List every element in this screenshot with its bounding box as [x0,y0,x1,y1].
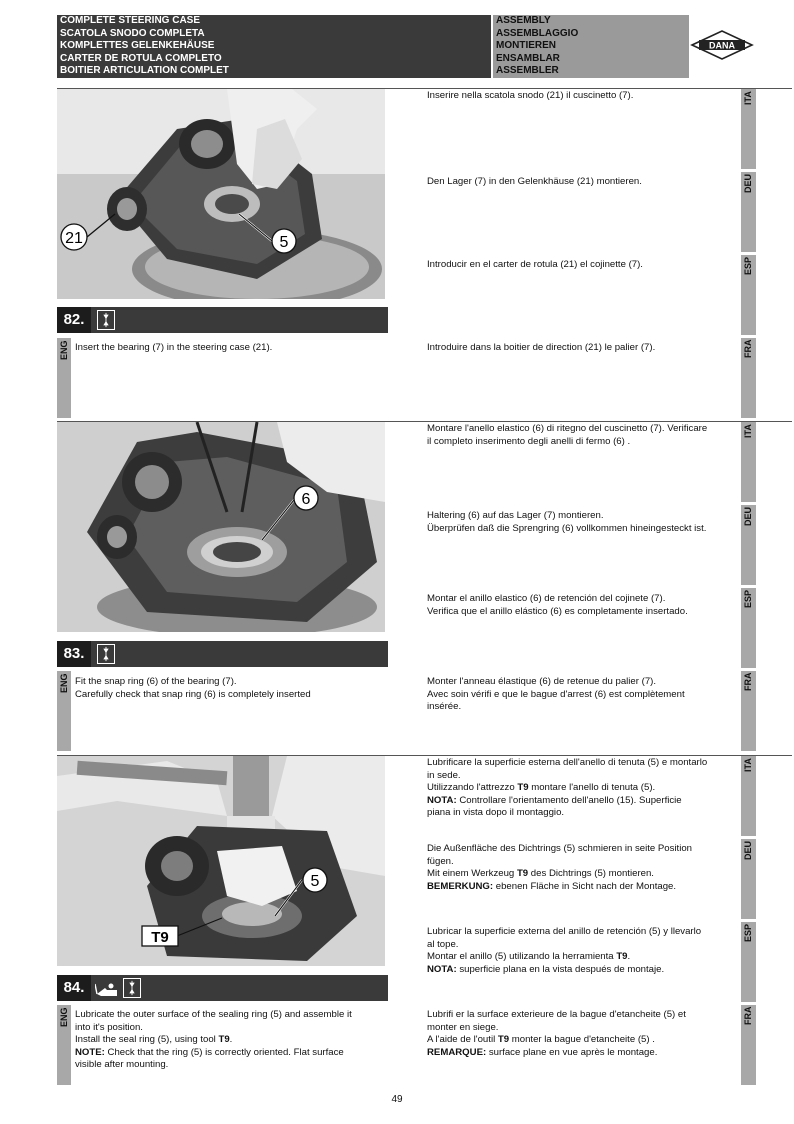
tab-ita: ITA [741,422,756,502]
header-row [57,53,689,66]
tab-deu: DEU [741,172,756,252]
step-number: 84. [57,975,91,1001]
step-82-bar [57,307,388,333]
page-number: 49 [391,1094,403,1105]
step-82-text-fra: Introduire dans la boitier de direction (21) le palier (7). [427,342,656,353]
step-82-photo [57,89,385,299]
step-83-bar [57,641,388,667]
step-number: 82. [57,307,91,333]
step-83-text-eng: Fit the snap ring (6) of the bearing (7). Carefully check that snap ring (6) is completely inserted [75,676,311,700]
tab-deu: DEU [741,839,756,919]
step-83-photo [57,422,385,632]
lubricant-can-icon [95,980,121,998]
step-84-text-eng: Lubricate the outer surface of the sealing ring (5) and assemble it into it's position. Install the seal ring (5), using tool T9. NOTE: Check that the ring (5) is correctly oriented. Flat surface visible after mounting. [75,1009,352,1071]
step-84-photo [57,756,385,966]
callout-t9: T9 [151,929,169,946]
step-84-text-fra: Lubrifi er la surface exterieure de la bague d'etancheite (5) et monter en siege. A l'aide de l'outil T9 monter la bague d'etancheite (5) . REMARQUE: surface plane en vue après le montage. [427,1009,686,1058]
logo-text: DANA [709,40,735,51]
header-operation: ASSEMBLY [493,15,689,28]
step-84-bar [57,975,388,1001]
header-title: CARTER DE ROTULA COMPLETO [57,53,493,66]
step-84-text-ita: Lubrificare la superficie esterna dell'anello di tenuta (5) e montarlo in sede. Utilizzando l'attrezzo T9 montare l'anello di tenuta (5). NOTA: Controllare l'orientamento dell'anello (15). Superficie piana in vista dopo il montaggio. [427,757,708,819]
header-row [57,40,689,53]
tab-eng: ENG [57,1005,71,1085]
dana-logo [690,28,754,62]
step-82-text-eng: Insert the bearing (7) in the steering case (21). [75,342,273,353]
callout-5: 5 [279,234,289,251]
assembly-icon [97,310,115,330]
step-83-text-esp: Montar el anillo elastico (6) de retención del cojinete (7). Verifica que el anillo elástico (6) es completamente insertado. [427,593,688,617]
step-84-text-deu: Die Außenfläche des Dichtrings (5) schmieren in seite Position fügen. Mit einem Werkzeug T9 des Dichtrings (5) montieren. BEMERKUNG: ebenen Fläche in Sicht nach der Montage. [427,843,693,892]
step-number: 83. [57,641,91,667]
header-operation: ASSEMBLER [493,65,689,78]
tab-fra: FRA [741,671,756,751]
header-title: KOMPLETTES GELENKEHÄUSE [57,40,493,53]
step-82-text-deu: Den Lager (7) in den Gelenkhäuse (21) montieren. [427,176,642,187]
step-82-text-esp: Introducir en el carter de rotula (21) el cojinette (7). [427,259,643,270]
tab-eng: ENG [57,338,71,418]
tab-fra: FRA [741,338,756,418]
header-title: COMPLETE STEERING CASE [57,15,493,28]
tab-ita: ITA [741,89,756,169]
header-row [57,28,689,41]
step-82-text-ita: Inserire nella scatola snodo (21) il cuscinetto (7). [427,90,634,101]
callout-6: 6 [301,491,311,508]
step-83-text-fra: Monter l'anneau élastique (6) de retenue du palier (7). Avec soin vérifi e que le bague d'arrest (6) est complètement insérée. [427,676,685,713]
callout-5: 5 [310,873,320,890]
step-84-text-esp: Lubricar la superficie externa del anillo de retención (5) y llevarlo al tope. Montar el anillo (5) utilizando la herramienta T9. NOTA: superficie plana en la vista después de montaje. [427,926,702,975]
assembly-icon [123,978,141,998]
header-operation: ENSAMBLAR [493,53,689,66]
tab-esp: ESP [741,588,756,668]
header-operation: MONTIEREN [493,40,689,53]
step-83-text-deu: Haltering (6) auf das Lager (7) montieren. Überprüfen daß die Sprengring (6) vollkommen hineingesteckt ist. [427,510,707,534]
tab-ita: ITA [741,756,756,836]
header-row [57,15,689,28]
callout-21: 21 [65,230,83,247]
assembly-icon [97,644,115,664]
tab-fra: FRA [741,1005,756,1085]
header-row [57,65,689,78]
step-83-text-ita: Montare l'anello elastico (6) di ritegno del cuscinetto (7). Verificare il completo inserimento degli anelli di fermo (6) . [427,423,708,447]
header-table [57,15,689,78]
tab-esp: ESP [741,255,756,335]
tab-deu: DEU [741,505,756,585]
header-operation: ASSEMBLAGGIO [493,28,689,41]
header-title: SCATOLA SNODO COMPLETA [57,28,493,41]
header-title: BOITIER ARTICULATION COMPLET [57,65,493,78]
tab-esp: ESP [741,922,756,1002]
tab-eng: ENG [57,671,71,751]
